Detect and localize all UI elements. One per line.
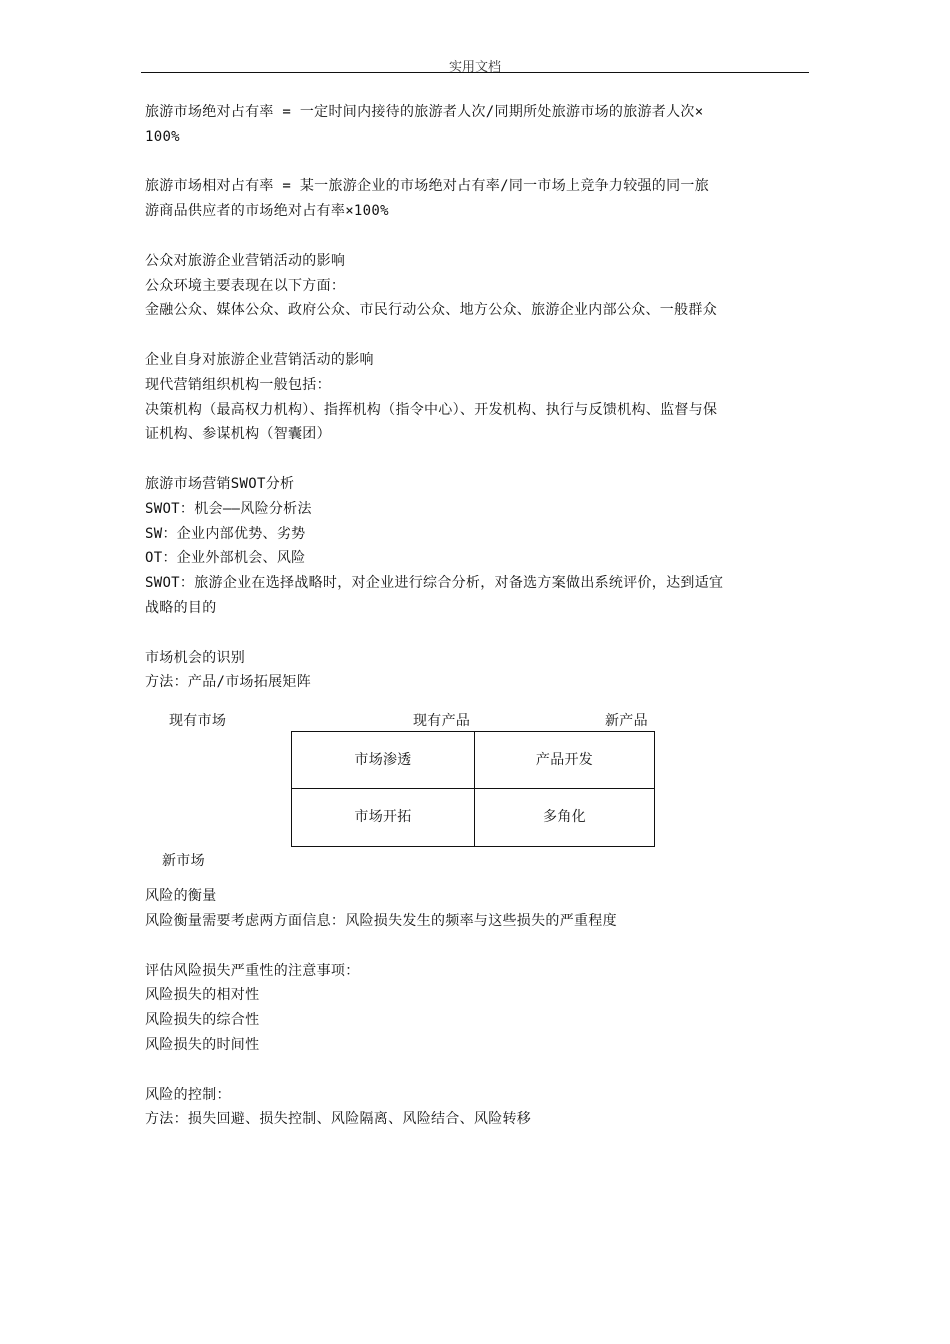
matrix-cell-diversification: 多角化 [543,809,586,826]
text-line: SWOT：旅游企业在选择战略时，对企业进行综合分析，对备选方案做出系统评价，达到适宜 [145,575,724,592]
matrix-cell-market-penetration: 市场渗透 [292,732,475,789]
text-line: 风险损失的综合性 [145,1012,260,1029]
section-heading: 企业自身对旅游企业营销活动的影响 [145,351,374,368]
document-body [145,100,825,1132]
text-line: 风险衡量需要考虑两方面信息：风险损失发生的频率与这些损失的严重程度 [145,912,617,929]
text-line: 证机构、参谋机构（智囊团） [145,426,331,443]
text-line: 现代营销组织机构一般包括： [145,376,331,393]
text-line: 决策机构（最高权力机构）、指挥机构（指令中心）、开发机构、执行与反馈机构、监督与保 [145,401,718,418]
text-line: 游商品供应者的市场绝对占有率×100% [145,203,389,220]
product-market-matrix [145,709,825,884]
text-line: 100% [145,128,180,145]
section-heading: 公众对旅游企业营销活动的影响 [145,252,346,269]
matrix-col-label-existing-product: 现有产品 [413,713,471,730]
text-line: OT：企业外部机会、风险 [145,550,306,567]
matrix-cell-market-development: 市场开拓 [292,789,475,846]
text-line: 风险损失的时间性 [145,1036,260,1053]
matrix-col-label-new-product: 新产品 [605,713,648,730]
section-heading: 评估风险损失严重性的注意事项： [145,962,360,979]
section-heading: 风险的衡量 [145,888,217,905]
header-divider [141,72,809,73]
section-risk-control [145,1083,825,1133]
matrix-row-label-new-market: 新市场 [162,853,205,870]
section-heading: 风险的控制： [145,1086,231,1103]
text-line: 公众环境主要表现在以下方面： [145,277,346,294]
text-line: 战略的目的 [145,599,217,616]
text-line: 方法：产品/市场拓展矩阵 [145,674,312,691]
text-line: SWOT：机会——风险分析法 [145,500,312,517]
matrix-row-label-existing-market: 现有市场 [169,713,227,730]
section-heading: 市场机会的识别 [145,649,246,666]
matrix-grid [291,731,655,847]
section-risk-severity [145,959,825,1058]
page-header-title: 实用文档 [448,60,501,75]
section-public-influence [145,249,825,323]
section-enterprise-influence [145,348,825,447]
text-line: 旅游市场相对占有率 = 某一旅游企业的市场绝对占有率/同一市场上竞争力较强的同一旅 [145,178,710,195]
section-heading: 旅游市场营销SWOT分析 [145,475,295,492]
text-line: 方法：损失回避、损失控制、风险隔离、风险结合、风险转移 [145,1111,532,1128]
text-line: 风险损失的相对性 [145,987,260,1004]
text-line: 金融公众、媒体公众、政府公众、市民行动公众、地方公众、旅游企业内部公众、一般群众 [145,302,717,319]
section-risk-measurement [145,884,825,934]
text-line: SW：企业内部优势、劣势 [145,525,306,542]
section-market-opportunity [145,646,825,696]
section-swot [145,472,825,621]
matrix-cell-product-development: 产品开发 [475,732,654,789]
text-line: 旅游市场绝对占有率 = 一定时间内接待的旅游者人次/同期所处旅游市场的旅游者人次× [145,104,704,120]
section-relative-share [145,174,825,224]
section-absolute-share [145,100,825,150]
